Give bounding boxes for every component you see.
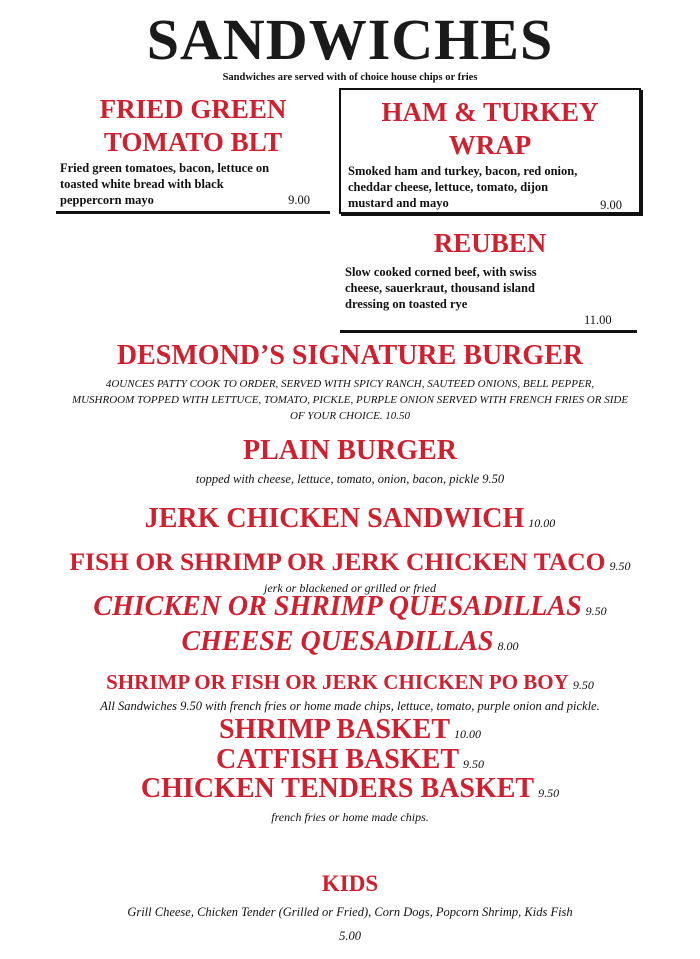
item-price: 9.50 [572, 678, 594, 692]
item-name: SHRIMP BASKET [218, 714, 451, 745]
divider [340, 330, 637, 333]
item-name-line2: TOMATO BLT [103, 127, 283, 157]
item-price: 8.00 [497, 639, 519, 653]
desc-line: dressing on toasted rye [345, 297, 468, 311]
desc-line: Smoked ham and turkey, bacon, red onion, [348, 164, 578, 178]
item-name: CATFISH BASKET [216, 744, 459, 775]
item-name: CHICKEN OR SHRIMP QUESADILLAS [93, 591, 582, 622]
menu-item-plain-burger-name: PLAIN BURGER [243, 435, 457, 466]
item-name-line1: HAM & TURKEY [381, 97, 599, 127]
menu-item-po-boy-description: All Sandwiches 9.50 with french fries or home made chips, lettuce, tomato, purple onion and pickle. [100, 699, 600, 713]
basket-note: french fries or home made chips. [271, 810, 429, 824]
item-price: 9.50 [463, 757, 484, 771]
desc-line: cheddar cheese, lettuce, tomato, dijon [348, 180, 549, 194]
desc-line: MUSHROOM TOPPED WITH LETTUCE, TOMATO, PICKLE, PURPLE ONION SERVED WITH FRENCH FRIES OR SIDE [71, 394, 629, 406]
kids-description: Grill Cheese, Chicken Tender (Grilled or Fried), Corn Dogs, Popcorn Shrimp, Kids Fish [127, 905, 573, 919]
menu-item-reuben-name: REUBEN [433, 228, 547, 258]
page-subtitle: Sandwiches are served with of choice house chips or fries [222, 72, 478, 83]
item-price: 9.00 [600, 198, 622, 212]
desc-line: toasted white bread with black [60, 177, 224, 191]
menu-item-taco-description: jerk or blackened or grilled or fried [264, 581, 436, 595]
item-description [56, 160, 330, 208]
menu-item-shrimp-basket [0, 714, 700, 746]
menu-item-po-boy [0, 670, 700, 695]
menu-item-reuben-price: 11.00 [584, 313, 612, 327]
menu-item-taco [0, 547, 700, 577]
item-name: JERK CHICKEN SANDWICH [144, 503, 525, 534]
item-price: 9.50 [609, 559, 631, 573]
menu-item-plain-burger-description: topped with cheese, lettuce, tomato, onion, bacon, pickle 9.50 [195, 472, 505, 486]
desc-line: 4OUNCES PATTY COOK TO ORDER, SERVED WITH SPICY RANCH, SAUTEED ONIONS, BELL PEPPER, [105, 378, 595, 390]
menu-item-chicken-tenders-basket [0, 773, 700, 805]
item-price: 9.00 [288, 193, 310, 207]
menu-item-signature-burger-name: DESMOND’S SIGNATURE BURGER [116, 340, 584, 371]
item-price: 9.50 [538, 786, 560, 800]
item-price: 9.50 [585, 604, 607, 618]
desc-line: mustard and mayo [348, 196, 449, 210]
desc-line: Fried green tomatoes, bacon, lettuce on [60, 161, 270, 175]
page-title: SANDWICHES [146, 7, 554, 72]
desc-line: OF YOUR CHOICE. 10.50 [289, 410, 411, 422]
item-price: 10.00 [528, 516, 556, 530]
menu-item-fried-green-tomato-blt [56, 93, 330, 208]
desc-line: Slow cooked corned beef, with swiss [345, 265, 537, 279]
item-name: CHICKEN TENDERS BASKET [140, 773, 535, 804]
kids-price: 5.00 [339, 929, 361, 943]
item-name-line1: FRIED GREEN [99, 94, 287, 124]
desc-line: cheese, sauerkraut, thousand island [345, 281, 535, 295]
divider [56, 211, 330, 214]
menu-item-cheese-quesadillas [0, 626, 700, 658]
menu-item-signature-burger-description [0, 376, 700, 424]
item-name: CHEESE QUESADILLAS [181, 626, 494, 657]
menu-item-quesadillas [0, 591, 700, 623]
item-name: SHRIMP OR FISH OR JERK CHICKEN PO BOY [106, 670, 569, 694]
item-price: 10.00 [454, 727, 482, 741]
kids-heading: KIDS [321, 871, 379, 896]
menu-item-reuben-description [345, 264, 635, 312]
item-name-line2: WRAP [448, 130, 532, 160]
desc-line: peppercorn mayo [60, 193, 154, 207]
item-name: FISH OR SHRIMP OR JERK CHICKEN TACO [69, 547, 606, 576]
menu-item-catfish-basket [0, 744, 700, 776]
menu-item-ham-turkey-wrap [339, 88, 641, 214]
menu-item-jerk-chicken-sandwich [0, 503, 700, 535]
item-description [341, 163, 639, 211]
